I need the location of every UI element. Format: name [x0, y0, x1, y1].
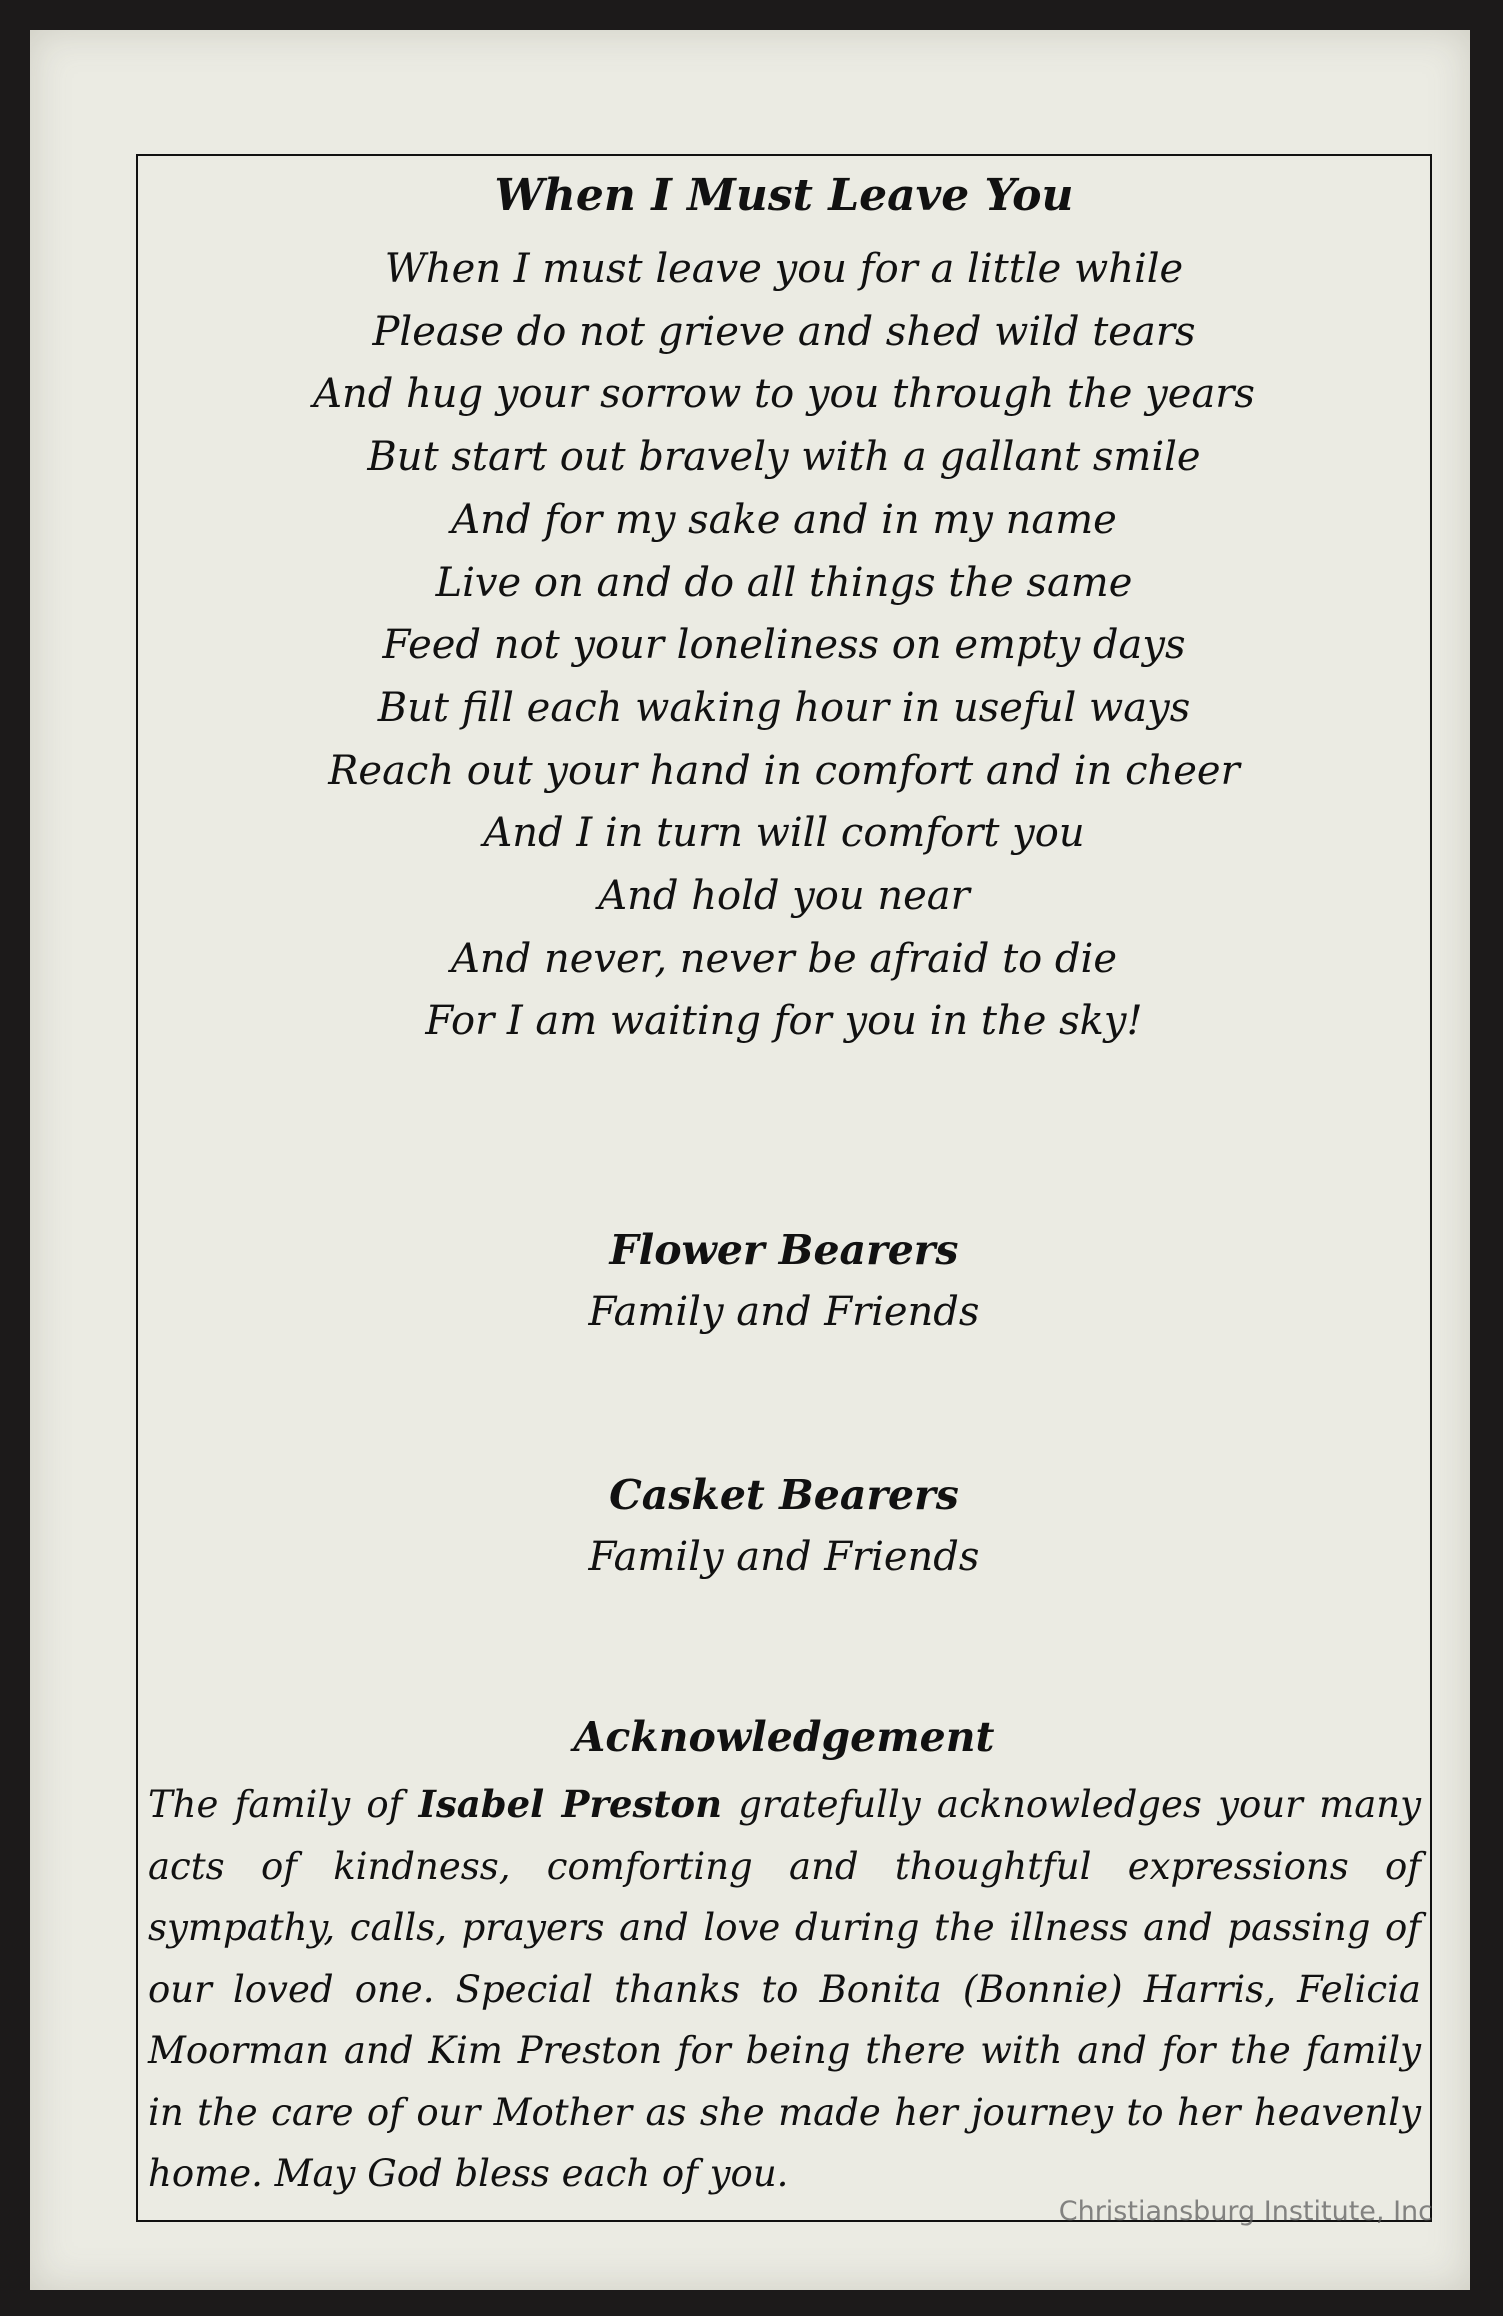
poem-line: Reach out your hand in comfort and in cheer — [328, 747, 1240, 794]
poem-line: And for my sake and in my name — [451, 496, 1117, 543]
poem-line: When I must leave you for a little while — [384, 246, 1184, 292]
poem-line: And hold you near — [598, 873, 970, 920]
acknowledgement-text-rest: gratefully acknowledges your many acts of kindness, comforting and thoughtful expressions of sympathy, calls, prayers and love during the illness and passing of our loved one. Special thanks to Bonita (Bonnie) Harris, Felicia Moorman and Kim Preston for being there with and for the family in the care of our Mother as she made her journey to her heavenly home. May God bless each of you. — [148, 1783, 1421, 2195]
flower-bearers-heading: Flower Bearers — [609, 1226, 959, 1274]
poem-line: Feed not your loneliness on empty days — [382, 622, 1186, 669]
poem-line: Live on and do all things the same — [435, 559, 1133, 606]
acknowledgement-text — [148, 1774, 1421, 2205]
poem-line: But start out bravely with a gallant smile — [367, 434, 1201, 481]
program-page — [30, 30, 1470, 2290]
poem-body — [138, 238, 1430, 1053]
poem-line: And never, never be afraid to die — [450, 935, 1118, 982]
poem-line: For I am waiting for you in the sky! — [425, 998, 1143, 1045]
flower-bearers-text: Family and Friends — [588, 1289, 980, 1335]
acknowledgement-text-start: The family of — [148, 1783, 419, 1826]
watermark: Christiansburg Institute, Inc — [1058, 2196, 1433, 2227]
poem-line: Please do not grieve and shed wild tears — [372, 308, 1196, 355]
casket-bearers-text: Family and Friends — [588, 1534, 980, 1580]
acknowledgement-heading: Acknowledgement — [573, 1713, 995, 1761]
poem-line: But fill each waking hour in useful ways — [377, 684, 1191, 731]
poem-line: And I in turn will comfort you — [483, 810, 1085, 857]
casket-bearers-heading: Casket Bearers — [609, 1471, 959, 1519]
poem-line: And hug your sorrow to you through the years — [313, 371, 1255, 418]
deceased-name: Isabel Preston — [418, 1782, 723, 1826]
poem-title: When I Must Leave You — [494, 170, 1074, 221]
page-border-frame — [136, 154, 1432, 2222]
